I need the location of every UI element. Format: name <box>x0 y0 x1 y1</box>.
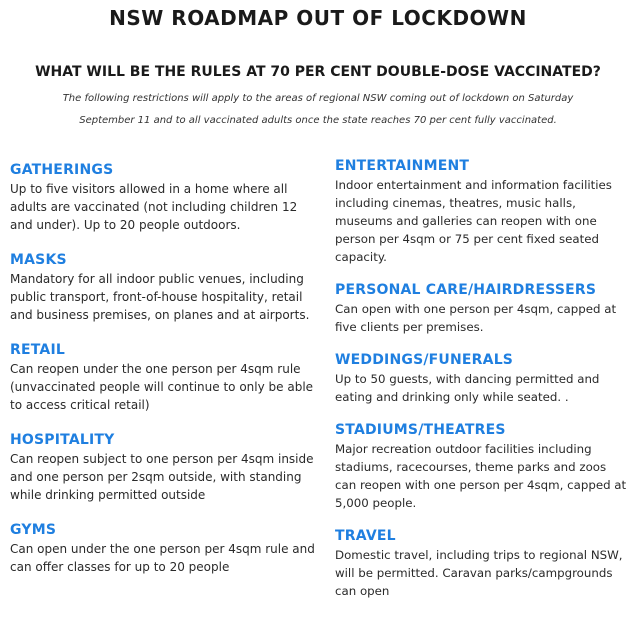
section-body: Indoor entertainment and information facilities including cinemas, theatres, music halls, museums and galleries can reopen with one person per 4sqm or 75 per cent fixed seated capacity. <box>335 178 612 264</box>
section-body: Can open under the one person per 4sqm rule and can offer classes for up to 20 people <box>10 542 315 574</box>
section-stadiums-theatres <box>335 421 630 512</box>
section-body: Can reopen under the one person per 4sqm rule (unvaccinated people will continue to only be able to access critical retail) <box>10 362 314 412</box>
section-gatherings <box>10 161 315 234</box>
section-travel <box>335 527 630 600</box>
section-heading: PERSONAL CARE/HAIRDRESSERS <box>335 282 597 298</box>
section-masks <box>10 251 315 324</box>
section-body: Domestic travel, including trips to regional NSW, will be permitted. Caravan parks/campgrounds can open <box>335 548 623 598</box>
section-body: Can open with one person per 4sqm, capped at five clients per premises. <box>335 302 617 334</box>
section-heading: GATHERINGS <box>10 162 114 178</box>
section-body: Major recreation outdoor facilities including stadiums, racecourses, theme parks and zoos can reopen with one person per 4sqm, capped at 5,000 people. <box>335 442 627 510</box>
section-weddings-funerals <box>335 351 630 406</box>
section-personal-care <box>335 281 630 336</box>
section-retail <box>10 341 315 414</box>
section-body: Can reopen subject to one person per 4sqm inside and one person per 2sqm outside, with standing while drinking permitted outside <box>10 452 314 502</box>
section-body: Up to 50 guests, with dancing permitted and eating and drinking only while seated. . <box>335 372 600 404</box>
section-heading: MASKS <box>10 252 67 268</box>
section-heading: STADIUMS/THEATRES <box>335 422 506 438</box>
page-title: NSW ROADMAP OUT OF LOCKDOWN <box>109 6 527 30</box>
section-body: Mandatory for all indoor public venues, including public transport, front-of-house hospitality, retail and business premises, on planes and at airports. <box>10 272 310 322</box>
right-column <box>335 157 630 615</box>
section-heading: HOSPITALITY <box>10 432 115 448</box>
section-entertainment <box>335 157 630 266</box>
left-column <box>10 161 315 593</box>
section-heading: GYMS <box>10 522 57 538</box>
section-heading: ENTERTAINMENT <box>335 158 470 174</box>
section-heading: WEDDINGS/FUNERALS <box>335 352 514 368</box>
section-hospitality <box>10 431 315 504</box>
intro-line-1: The following restrictions will apply to the areas of regional NSW coming out of lockdown on Saturday <box>62 93 574 104</box>
section-heading: TRAVEL <box>335 528 396 544</box>
page-subtitle: WHAT WILL BE THE RULES AT 70 PER CENT DOUBLE-DOSE VACCINATED? <box>35 64 601 80</box>
intro-text <box>20 88 616 132</box>
section-heading: RETAIL <box>10 342 65 358</box>
section-body: Up to five visitors allowed in a home where all adults are vaccinated (not including children 12 and under). Up to 20 people outdoors. <box>10 182 298 232</box>
intro-line-2: September 11 and to all vaccinated adults once the state reaches 70 per cent fully vaccinated. <box>79 115 557 126</box>
section-gyms <box>10 521 315 576</box>
